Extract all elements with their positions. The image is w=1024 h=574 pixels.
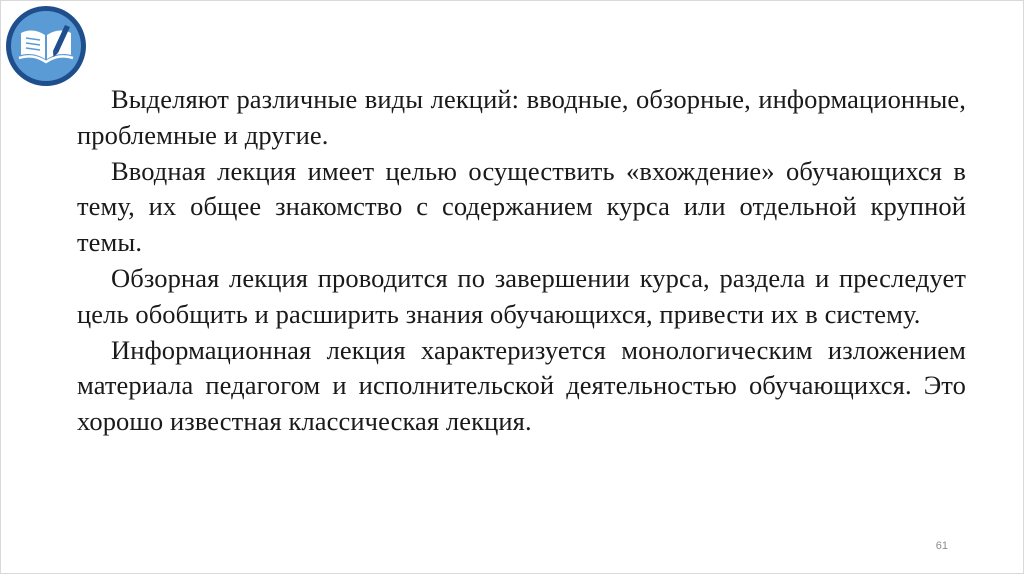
- paragraph-intro: Выделяют различные виды лекций: вводные, обзорные, информационные, проблемные и другие.: [77, 84, 966, 150]
- lecture-types-text: [77, 82, 966, 440]
- paragraph-review-lecture: Обзорная лекция проводится по завершении курса, раздела и преследует цель обобщить и расширить знания обучающихся, привести их в систему.: [77, 262, 966, 329]
- open-book-pen-icon: [5, 5, 87, 87]
- paragraph-introductory-lecture: Вводная лекция имеет целью осуществить «вхождение» обучающихся в тему, их общее знакомство с содержанием курса или отдельной крупной темы.: [77, 155, 966, 258]
- paragraph-information-lecture: Информационная лекция характеризуется монологическим изложением материала педагогом и исполнительской деятельностью обучающихся. Это хорошо известная классическая лекция.: [77, 334, 966, 437]
- page-number: 61: [935, 540, 948, 552]
- book-logo: [5, 5, 87, 87]
